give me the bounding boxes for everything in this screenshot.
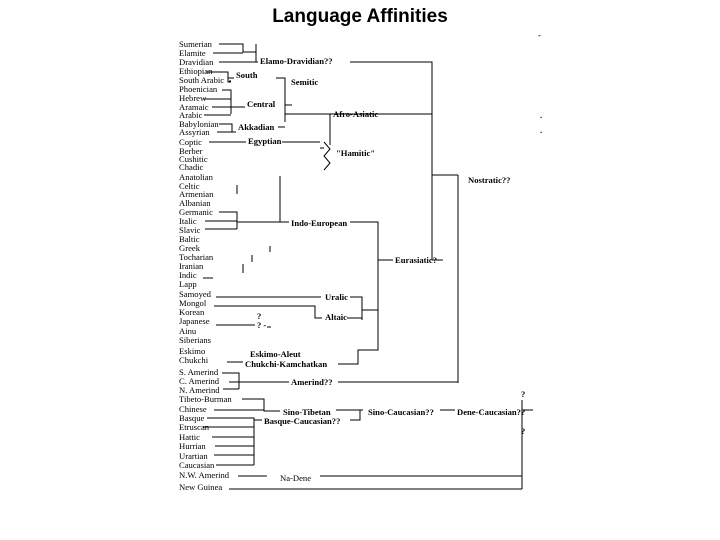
akkadian-label: Akkadian xyxy=(238,122,275,132)
group-labels xyxy=(236,30,542,436)
egyptian-label: Egyptian xyxy=(248,136,282,146)
connector-line xyxy=(350,222,378,298)
hamitic-label: "Hamitic" xyxy=(336,148,376,158)
language-label: Eskimo xyxy=(179,346,206,356)
connector-line xyxy=(350,297,362,320)
language-label: Greek xyxy=(179,243,200,253)
language-label: N.W. Amerind xyxy=(179,470,230,480)
language-label: Baltic xyxy=(179,234,200,244)
language-label: Assyrian xyxy=(179,127,210,137)
dene-uncertain-mark-1: ? xyxy=(521,389,526,399)
indo-european-label: Indo-European xyxy=(291,218,348,228)
language-label: Tocharian xyxy=(179,252,214,262)
language-label: Indic xyxy=(179,270,197,280)
language-label: Ethiopian xyxy=(179,66,213,76)
language-label: South Arabic xyxy=(179,75,225,85)
connector-line xyxy=(219,124,236,132)
amerind-label: Amerind?? xyxy=(291,377,333,387)
connector-line xyxy=(222,373,239,389)
language-label: Coptic xyxy=(179,137,202,147)
language-label: Armenian xyxy=(179,189,214,199)
connector-line xyxy=(276,78,285,88)
connector-line xyxy=(350,410,360,420)
connector-line xyxy=(338,298,378,364)
language-label: Basque xyxy=(179,413,205,423)
language-label: Lapp xyxy=(179,279,197,289)
language-label: Iranian xyxy=(179,261,204,271)
language-label: New Guinea xyxy=(179,482,223,492)
language-label: Sumerian xyxy=(179,39,212,49)
language-label: Aramaic xyxy=(179,102,209,112)
language-label: Italic xyxy=(179,216,197,226)
connector-line xyxy=(324,142,330,170)
uralic-label: Uralic xyxy=(325,292,348,302)
language-label: Tibeto-Burman xyxy=(179,394,232,404)
language-label: N. Amerind xyxy=(179,385,220,395)
connector-line xyxy=(256,44,258,62)
eskimo-aleut-label: Eskimo-Aleut xyxy=(250,349,301,359)
language-label: Etruscan xyxy=(179,422,210,432)
semitic-label: Semitic xyxy=(291,77,319,87)
margin-dash: - xyxy=(538,30,541,40)
language-label: Cushitic xyxy=(179,154,208,164)
dene-caucasian-label: Dene-Caucasian?? xyxy=(457,407,526,417)
language-label: C. Amerind xyxy=(179,376,220,386)
language-label: Siberians xyxy=(179,335,211,345)
language-label: Samoyed xyxy=(179,289,211,299)
margin-dot-1: . xyxy=(540,110,543,120)
language-label: Hebrew xyxy=(179,93,207,103)
language-label: Mongol xyxy=(179,298,207,308)
altaic-label: Altaic xyxy=(325,312,347,322)
language-label: Berber xyxy=(179,146,203,156)
language-label: Albanian xyxy=(179,198,211,208)
language-label: Germanic xyxy=(179,207,213,217)
elamo-dravidian-label: Elamo-Dravidian?? xyxy=(260,56,333,66)
japanese-uncertain-mark: ? - xyxy=(257,320,267,330)
sino-tibetan-label: Sino-Tibetan xyxy=(283,407,331,417)
language-label: Slavic xyxy=(179,225,201,235)
language-label: Japanese xyxy=(179,316,210,326)
connector-line xyxy=(214,306,322,318)
language-label: Hurrian xyxy=(179,441,206,451)
language-label: S. Amerind xyxy=(179,367,219,377)
language-label: Chukchi xyxy=(179,355,209,365)
connector-line xyxy=(207,418,254,465)
connector-line xyxy=(219,44,256,52)
language-label: Babylonian xyxy=(179,119,219,129)
language-label: Phoenician xyxy=(179,84,218,94)
language-label: Chadic xyxy=(179,162,204,172)
language-label: Anatolian xyxy=(179,172,213,182)
language-label: Dravidian xyxy=(179,57,214,67)
language-label: Urartian xyxy=(179,451,208,461)
dene-uncertain-mark-2: ? xyxy=(521,426,526,436)
connector-line xyxy=(222,90,231,114)
margin-dot-2: . xyxy=(540,125,543,135)
south-label: South xyxy=(236,70,258,80)
language-label: Chinese xyxy=(179,404,207,414)
language-label: Arabic xyxy=(179,110,203,120)
connector-line xyxy=(242,399,280,411)
language-label: Elamite xyxy=(179,48,206,58)
page-title: Language Affinities xyxy=(272,6,448,27)
sino-caucasian-label: Sino-Caucasian?? xyxy=(368,407,434,417)
afro-asiatic-label: Afro-Asiatic xyxy=(333,109,379,119)
central-label: Central xyxy=(247,99,276,109)
connector-line xyxy=(432,175,443,260)
language-label: Caucasian xyxy=(179,460,215,470)
chukchi-kamchatkan-label: Chukchi-Kamchatkan xyxy=(245,359,328,369)
language-label: Ainu xyxy=(179,326,197,336)
eurasiatic-label: Eurasiatic? xyxy=(395,255,438,265)
language-label: Hattic xyxy=(179,432,200,442)
korean-uncertain-mark: ? xyxy=(257,311,262,321)
basque-caucasian-label: Basque-Caucasian?? xyxy=(264,416,341,426)
na-dene-label: Na-Dene xyxy=(280,473,312,483)
language-label: Celtic xyxy=(179,181,200,191)
language-label: Korean xyxy=(179,307,205,317)
nostratic-label: Nostratic?? xyxy=(468,175,511,185)
